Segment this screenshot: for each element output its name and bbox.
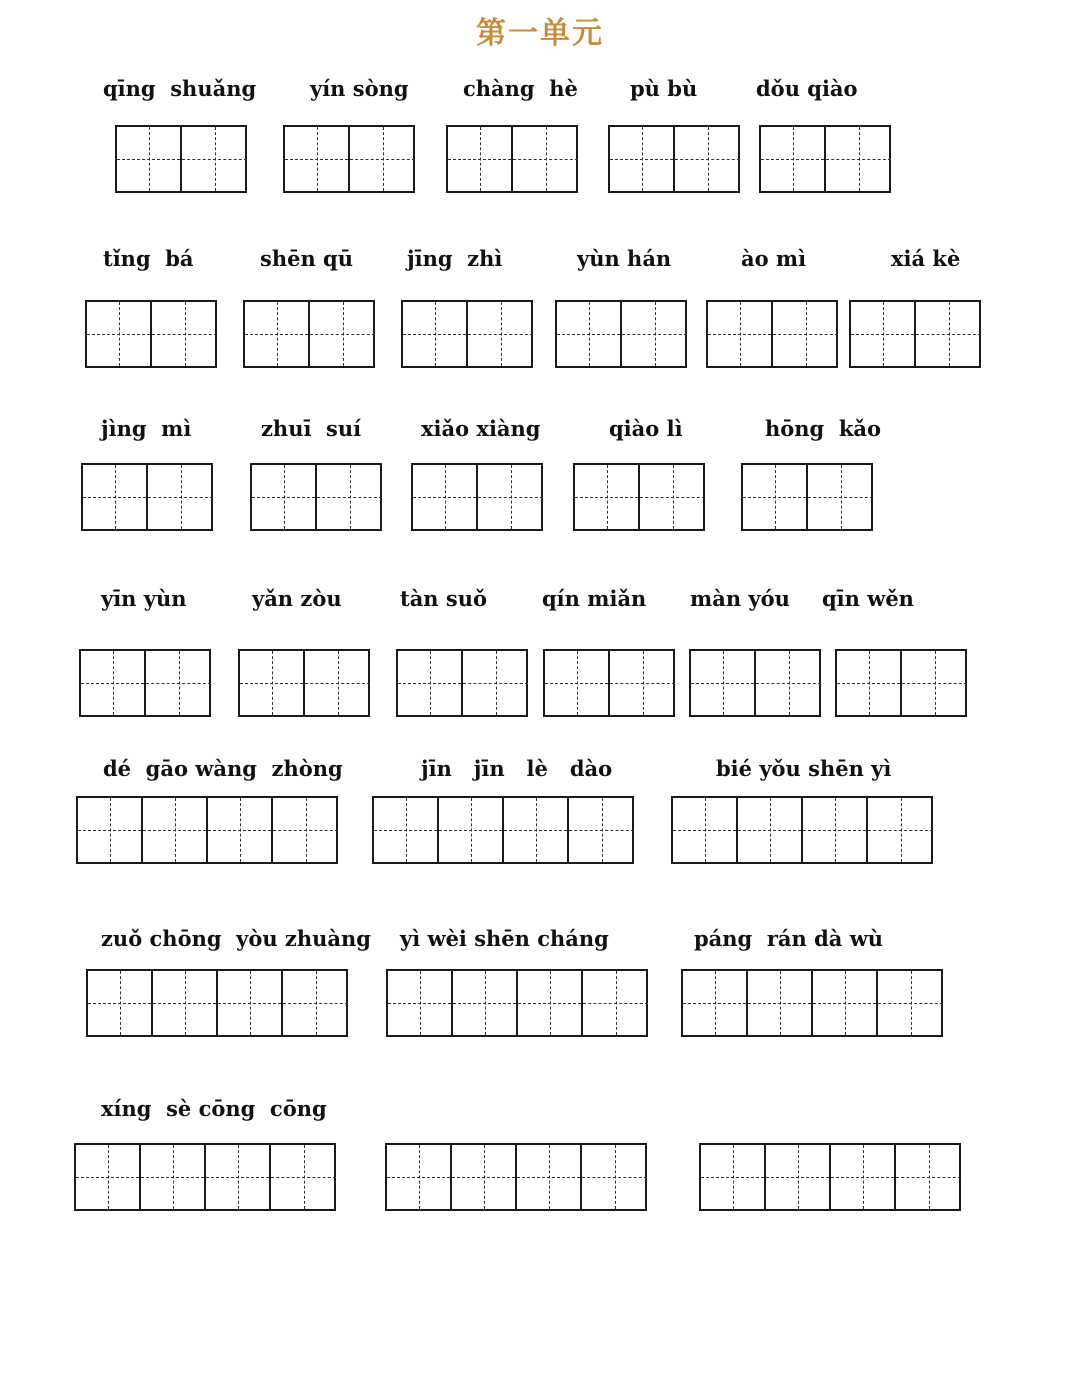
writing-grid[interactable] [86,969,348,1037]
tian-zi-cell[interactable] [673,798,738,862]
tian-zi-cell[interactable] [152,302,217,366]
tian-zi-cell[interactable] [148,465,213,529]
pinyin-label: yì wèi shēn cháng [400,926,609,951]
tian-zi-cell[interactable] [463,651,528,715]
tian-zi-cell[interactable] [453,971,518,1035]
pinyin-label: zuǒ chōng yòu zhuàng [101,926,371,951]
tian-zi-cell[interactable] [208,798,273,862]
pinyin-label: qín miǎn [542,586,647,611]
tian-zi-cell[interactable] [398,651,463,715]
writing-grid[interactable] [79,649,211,717]
tian-zi-cell[interactable] [610,127,675,191]
tian-zi-cell[interactable] [117,127,182,191]
tian-zi-cell[interactable] [773,302,838,366]
pinyin-label: tǐng bá [103,246,194,271]
tian-zi-cell[interactable] [583,971,648,1035]
tian-zi-cell[interactable] [640,465,705,529]
tian-zi-cell[interactable] [683,971,748,1035]
tian-zi-cell[interactable] [878,971,943,1035]
tian-zi-cell[interactable] [141,1145,206,1209]
tian-zi-cell[interactable] [350,127,415,191]
writing-grid[interactable] [396,649,528,717]
tian-zi-cell[interactable] [310,302,375,366]
tian-zi-cell[interactable] [78,798,143,862]
tian-zi-cell[interactable] [317,465,382,529]
tian-zi-cell[interactable] [387,1145,452,1209]
tian-zi-cell[interactable] [388,971,453,1035]
tian-zi-cell[interactable] [575,465,640,529]
tian-zi-cell[interactable] [240,651,305,715]
tian-zi-cell[interactable] [803,798,868,862]
tian-zi-cell[interactable] [743,465,808,529]
writing-grid[interactable] [835,649,967,717]
tian-zi-cell[interactable] [826,127,891,191]
pinyin-label: jīn jīn lè dào [421,756,613,781]
writing-grid[interactable] [608,125,740,193]
page-title: 第一单元 [476,16,604,51]
writing-grid[interactable] [699,1143,961,1211]
tian-zi-cell[interactable] [748,971,813,1035]
tian-zi-cell[interactable] [182,127,247,191]
writing-grid[interactable] [849,300,981,368]
pinyin-label: páng rán dà wù [694,926,884,951]
tian-zi-cell[interactable] [513,127,578,191]
writing-grid[interactable] [243,300,375,368]
writing-grid[interactable] [573,463,705,531]
tian-zi-cell[interactable] [143,798,208,862]
tian-zi-cell[interactable] [245,302,310,366]
tian-zi-cell[interactable] [738,798,803,862]
tian-zi-cell[interactable] [916,302,981,366]
tian-zi-cell[interactable] [285,127,350,191]
writing-grid[interactable] [85,300,217,368]
pinyin-label: jìng mì [101,416,192,441]
tian-zi-cell[interactable] [439,798,504,862]
tian-zi-cell[interactable] [813,971,878,1035]
tian-zi-cell[interactable] [808,465,873,529]
tian-zi-cell[interactable] [545,651,610,715]
tian-zi-cell[interactable] [468,302,533,366]
pinyin-label: yín sòng [310,76,409,101]
writing-grid[interactable] [250,463,382,531]
tian-zi-cell[interactable] [766,1145,831,1209]
tian-zi-cell[interactable] [76,1145,141,1209]
tian-zi-cell[interactable] [153,971,218,1035]
tian-zi-cell[interactable] [902,651,967,715]
tian-zi-cell[interactable] [448,127,513,191]
pinyin-label: tàn suǒ [400,586,487,611]
tian-zi-cell[interactable] [675,127,740,191]
tian-zi-cell[interactable] [518,971,583,1035]
tian-zi-cell[interactable] [88,971,153,1035]
tian-zi-cell[interactable] [305,651,370,715]
pinyin-label: qīng shuǎng [103,76,257,101]
pinyin-label: dǒu qiào [756,76,858,101]
tian-zi-cell[interactable] [837,651,902,715]
writing-grid[interactable] [411,463,543,531]
tian-zi-cell[interactable] [87,302,152,366]
pinyin-label: ào mì [741,246,807,271]
tian-zi-cell[interactable] [569,798,634,862]
pinyin-label: xiǎo xiàng [421,416,541,441]
writing-grid[interactable] [741,463,873,531]
tian-zi-cell[interactable] [206,1145,271,1209]
pinyin-label: yùn hán [577,246,672,271]
tian-zi-cell[interactable] [283,971,348,1035]
tian-zi-cell[interactable] [831,1145,896,1209]
tian-zi-cell[interactable] [691,651,756,715]
tian-zi-cell[interactable] [413,465,478,529]
tian-zi-cell[interactable] [868,798,933,862]
pinyin-label: jīng zhì [407,246,503,271]
tian-zi-cell[interactable] [271,1145,336,1209]
tian-zi-cell[interactable] [218,971,283,1035]
writing-grid[interactable] [238,649,370,717]
writing-grid[interactable] [74,1143,336,1211]
pinyin-label: yǎn zòu [252,586,342,611]
writing-grid[interactable] [115,125,247,193]
tian-zi-cell[interactable] [478,465,543,529]
pinyin-label: zhuī suí [261,416,362,441]
tian-zi-cell[interactable] [252,465,317,529]
writing-grid[interactable] [386,969,648,1037]
tian-zi-cell[interactable] [610,651,675,715]
pinyin-label: shēn qū [260,246,353,271]
pinyin-label: pù bù [630,76,698,101]
tian-zi-cell[interactable] [756,651,821,715]
writing-grid[interactable] [706,300,838,368]
pinyin-label: xíng sè cōng cōng [101,1096,327,1121]
writing-grid[interactable] [283,125,415,193]
tian-zi-cell[interactable] [374,798,439,862]
writing-grid[interactable] [671,796,933,864]
tian-zi-cell[interactable] [146,651,211,715]
tian-zi-cell[interactable] [81,651,146,715]
writing-grid[interactable] [385,1143,647,1211]
tian-zi-cell[interactable] [83,465,148,529]
tian-zi-cell[interactable] [517,1145,582,1209]
tian-zi-cell[interactable] [403,302,468,366]
tian-zi-cell[interactable] [701,1145,766,1209]
pinyin-label: yīn yùn [101,586,187,611]
pinyin-label: hōng kǎo [765,416,882,441]
writing-grid[interactable] [759,125,891,193]
tian-zi-cell[interactable] [452,1145,517,1209]
writing-grid[interactable] [372,796,634,864]
writing-grid[interactable] [689,649,821,717]
writing-grid[interactable] [401,300,533,368]
pinyin-label: dé gāo wàng zhòng [103,756,343,781]
pinyin-label: màn yóu [690,586,790,611]
tian-zi-cell[interactable] [708,302,773,366]
writing-grid[interactable] [76,796,338,864]
tian-zi-cell[interactable] [896,1145,961,1209]
tian-zi-cell[interactable] [761,127,826,191]
tian-zi-cell[interactable] [851,302,916,366]
tian-zi-cell[interactable] [622,302,687,366]
pinyin-label: qīn wěn [822,586,914,611]
pinyin-label: xiá kè [891,246,961,271]
writing-grid[interactable] [81,463,213,531]
pinyin-label: chàng hè [463,76,578,101]
writing-grid[interactable] [543,649,675,717]
writing-grid[interactable] [681,969,943,1037]
pinyin-label: qiào lì [609,416,683,441]
pinyin-label: bié yǒu shēn yì [716,756,892,781]
writing-grid[interactable] [555,300,687,368]
tian-zi-cell[interactable] [273,798,338,862]
tian-zi-cell[interactable] [557,302,622,366]
tian-zi-cell[interactable] [582,1145,647,1209]
tian-zi-cell[interactable] [504,798,569,862]
writing-grid[interactable] [446,125,578,193]
